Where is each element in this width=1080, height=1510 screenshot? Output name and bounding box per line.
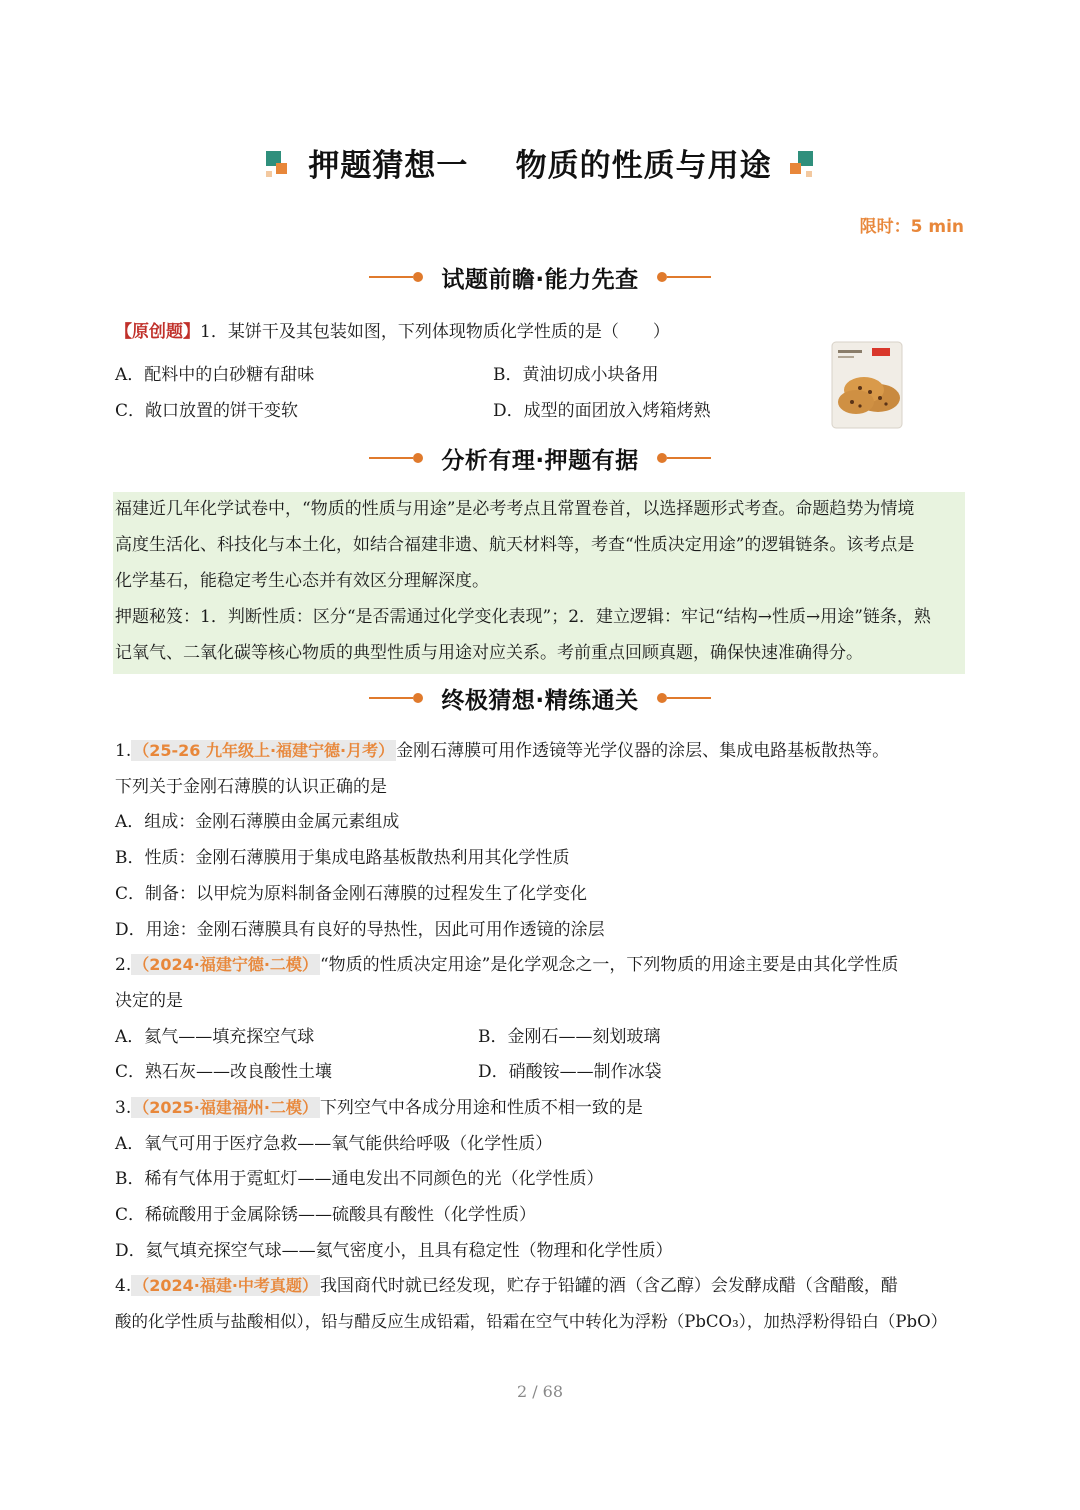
option-b: B．黄油切成小块备用 [493, 365, 659, 385]
analysis-line: 高度生活化、科技化与本土化，如结合福建非遗、航天材料等，考查“性质决定用途”的逻辑链条。该考点是 [115, 535, 915, 555]
option-a: A．组成：金刚石薄膜由金属元素组成 [115, 812, 400, 832]
title-decoration-right [786, 147, 814, 179]
question-source-tag: （2024·福建宁德·二模） [133, 955, 318, 974]
question-source-tag: （2024·福建·中考真题） [133, 1276, 318, 1295]
question-2-stem-cont: 决定的是 [115, 991, 183, 1011]
section-header-practice [0, 678, 1080, 718]
section-divider-right [657, 693, 711, 703]
option-d: D．氦气填充探空气球——氦气密度小，且具有稳定性（物理和化学性质） [115, 1241, 673, 1261]
question-1-stem-cont: 下列关于金刚石薄膜的认识正确的是 [115, 777, 387, 797]
question-1-stem: 1. （25-26 九年级上·福建宁德·月考） 金刚石薄膜可用作透镜等光学仪器的涂层、集成电路基板散热等。 [115, 741, 890, 761]
section-divider-left [369, 272, 423, 282]
option-c: C．稀硫酸用于金属除锈——硫酸具有酸性（化学性质） [115, 1205, 537, 1225]
original-question-tag: 【原创题】 [115, 322, 200, 342]
option-b: B．稀有气体用于霓虹灯——通电发出不同颜色的光（化学性质） [115, 1169, 604, 1189]
section-title: 终极猜想·精练通关 [441, 687, 639, 714]
title-decoration-left [266, 147, 294, 179]
section-divider-left [369, 453, 423, 463]
cookie-package-image [830, 340, 904, 430]
question-source-tag: （2025·福建福州·二模） [133, 1098, 318, 1117]
option-d: D．用途：金刚石薄膜具有良好的导热性，因此可用作透镜的涂层 [115, 920, 605, 940]
option-d: D．成型的面团放入烤箱烤熟 [493, 401, 711, 421]
analysis-line: 福建近几年化学试卷中，“物质的性质与用途”是必考考点且常置卷首，以选择题形式考查。命题趋势为情境 [115, 499, 915, 519]
option-a: A．氧气可用于医疗急救——氧气能供给呼吸（化学性质） [115, 1134, 553, 1154]
section-title: 分析有理·押题有据 [441, 447, 639, 474]
question-3-stem: 3. （2025·福建福州·二模） 下列空气中各成分用途和性质不相一致的是 [115, 1098, 643, 1118]
option-c: C．敞口放置的饼干变软 [115, 401, 299, 421]
question-4-stem: 4. （2024·福建·中考真题） 我国商代时就已经发现，贮存于铅罐的酒（含乙醇）会发酵成醋（含醋酸，醋 [115, 1276, 898, 1296]
section-title: 试题前瞻·能力先查 [441, 266, 639, 293]
section-header-preview [0, 257, 1080, 297]
option-a: A．配料中的白砂糖有甜味 [115, 365, 315, 385]
analysis-line: 化学基石，能稳定考生心态并有效区分理解深度。 [115, 571, 489, 591]
option-b: B．性质：金刚石薄膜用于集成电路基板散热利用其化学性质 [115, 848, 570, 868]
question-2-stem: 2. （2024·福建宁德·二模） “物质的性质决定用途”是化学观念之一，下列物质的用途主要是由其化学性质 [115, 955, 899, 975]
option-c: C．熟石灰——改良酸性土壤 [115, 1062, 333, 1082]
title-row [0, 140, 1080, 185]
option-c: C．制备：以甲烷为原料制备金刚石薄膜的过程发生了化学变化 [115, 884, 588, 904]
question-0-stem: 【原创题】1．某饼干及其包装如图，下列体现物质化学性质的是（ ） [115, 322, 670, 342]
section-divider-right [657, 453, 711, 463]
option-a: A．氦气——填充探空气球 [115, 1027, 315, 1047]
section-header-analysis [0, 438, 1080, 478]
analysis-tips-line: 押题秘笈：1．判断性质：区分“是否需通过化学变化表现”；2．建立逻辑：牢记“结构→性质→用途”链条，熟 [115, 607, 931, 627]
option-b: B．金刚石——刻划玻璃 [478, 1027, 661, 1047]
question-4-stem-cont: 酸的化学性质与盐酸相似），铅与醋反应生成铅霜，铅霜在空气中转化为浮粉（PbCO₃），加热浮粉得铅白（PbO） [115, 1312, 948, 1331]
page-title: 押题猜想一 物质的性质与用途 [308, 148, 772, 184]
time-limit: 限时：5 min [859, 217, 964, 237]
page-number: 2 / 68 [516, 1382, 564, 1401]
section-divider-right [657, 272, 711, 282]
section-divider-left [369, 693, 423, 703]
question-source-tag: （25-26 九年级上·福建宁德·月考） [133, 741, 395, 760]
option-d: D．硝酸铵——制作冰袋 [478, 1062, 662, 1082]
analysis-tips-line: 记氧气、二氧化碳等核心物质的典型性质与用途对应关系。考前重点回顾真题，确保快速准确得分。 [115, 643, 863, 663]
